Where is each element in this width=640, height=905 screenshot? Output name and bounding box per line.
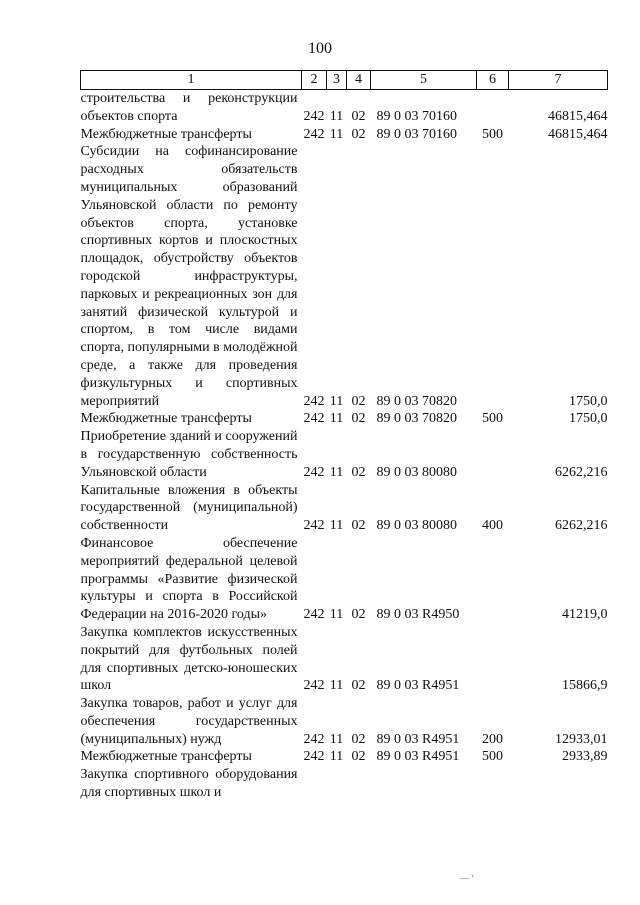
- row-description: Закупка комплектов искусственных покрытий для футбольных полей для спортивных детско-юношеских школ: [80, 624, 298, 694]
- row-section-code: 11: [329, 749, 344, 765]
- row-target-article: 89 0 03 80080: [376, 464, 457, 480]
- column-header: 5: [371, 71, 477, 90]
- row-expense-type: [477, 90, 509, 126]
- scan-artifact-mark: — ‘: [460, 873, 475, 883]
- row-amount: 1750,0: [569, 411, 608, 427]
- row-subsection-code: 02: [351, 607, 366, 623]
- row-description: Субсидии на софинансирование расходных обязательств муниципальных образований Ульяновской области по ремонту объектов спорта, установке спортивных кортов и плоскостных площадок, обустройству объектов городской инфраструктуры, парковых и рекреационных зон для занятий физической культурой и спортом, в том числе видами спорта, популярными в молодёжной среде, а также для проведения физкультурных и спортивных мероприятий: [80, 144, 298, 409]
- budget-table: [80, 70, 608, 802]
- column-header: 2: [302, 71, 327, 90]
- row-target-article: 89 0 03 R4951: [376, 678, 460, 694]
- column-header: 6: [477, 71, 509, 90]
- row-expense-type: [477, 428, 509, 481]
- row-section-code: 11: [329, 464, 344, 480]
- row-amount: 15866,9: [562, 678, 608, 694]
- row-section-code: 11: [329, 108, 344, 124]
- row-description: строительства и реконструкции объектов спорта: [80, 91, 298, 124]
- row-section-code: 11: [329, 678, 344, 694]
- row-subsection-code: 02: [351, 126, 366, 142]
- row-ministry-code: 242: [303, 108, 325, 124]
- row-subsection-code: 02: [351, 393, 366, 409]
- row-section-code: 11: [329, 126, 344, 142]
- row-amount: 41219,0: [562, 607, 608, 623]
- row-amount: 12933,01: [555, 731, 608, 747]
- row-subsection-code: [347, 766, 371, 802]
- table-row: [81, 143, 608, 410]
- row-description: Межбюджетные трансферты: [80, 749, 252, 765]
- row-expense-type: [477, 624, 509, 695]
- page-number: 100: [308, 40, 332, 57]
- table-row: [81, 428, 608, 481]
- row-section-code: 11: [329, 607, 344, 623]
- row-description: Финансовое обеспечение мероприятий федеральной целевой программы «Развитие физической культуры и спорта в Российской Федерации на 2016-2020 годы»: [80, 535, 298, 623]
- row-amount: 46815,464: [548, 108, 608, 124]
- row-expense-type: [477, 535, 509, 624]
- row-target-article: 89 0 03 70160: [376, 108, 457, 124]
- row-subsection-code: 02: [351, 749, 366, 765]
- row-expense-type: 500: [482, 126, 503, 142]
- row-ministry-code: 242: [303, 678, 325, 694]
- row-description: Приобретение зданий и сооружений в государственную собственность Ульяновской области: [80, 429, 298, 480]
- row-amount: 6262,216: [555, 518, 608, 534]
- row-ministry-code: 242: [303, 749, 325, 765]
- row-ministry-code: 242: [303, 464, 325, 480]
- row-amount: 2933,89: [562, 749, 608, 765]
- row-ministry-code: 242: [303, 411, 325, 427]
- table-row: [81, 748, 608, 766]
- table-row: [81, 766, 608, 802]
- row-ministry-code: [302, 766, 327, 802]
- row-ministry-code: 242: [303, 731, 325, 747]
- table-row: [81, 624, 608, 695]
- row-section-code: 11: [329, 518, 344, 534]
- row-description: Межбюджетные трансферты: [80, 126, 252, 142]
- row-description: Межбюджетные трансферты: [80, 411, 252, 427]
- row-ministry-code: 242: [303, 518, 325, 534]
- row-target-article: 89 0 03 70820: [376, 411, 457, 427]
- row-expense-type: [477, 766, 509, 802]
- row-amount: [509, 766, 608, 802]
- row-amount: 46815,464: [548, 126, 608, 142]
- table-row: [81, 482, 608, 535]
- row-expense-type: 400: [482, 518, 503, 534]
- row-description: Капитальные вложения в объекты государственной (муниципальной) собственности: [80, 482, 298, 534]
- table-row: [81, 410, 608, 428]
- row-subsection-code: 02: [351, 464, 366, 480]
- row-description: Закупка спортивного оборудования для спортивных школ и: [80, 767, 298, 801]
- row-target-article: 89 0 03 70160: [376, 126, 457, 142]
- row-section-code: [327, 766, 347, 802]
- row-target-article: 89 0 03 80080: [376, 518, 457, 534]
- table-row: [81, 535, 608, 624]
- table-row: [81, 90, 608, 126]
- row-target-article: 89 0 03 R4951: [376, 731, 460, 747]
- row-subsection-code: 02: [351, 108, 366, 124]
- column-header: 7: [509, 71, 608, 90]
- row-expense-type: [477, 143, 509, 410]
- row-target-article: [371, 766, 477, 802]
- row-description: Закупка товаров, работ и услуг для обеспечения государственных (муниципальных) нужд: [80, 696, 298, 747]
- row-expense-type: 500: [482, 749, 503, 765]
- row-section-code: 11: [329, 393, 344, 409]
- row-amount: 1750,0: [569, 393, 608, 409]
- column-header-row: [81, 71, 608, 90]
- row-target-article: 89 0 03 R4950: [376, 607, 460, 623]
- row-ministry-code: 242: [303, 607, 325, 623]
- row-subsection-code: 02: [351, 678, 366, 694]
- column-header: 4: [347, 71, 371, 90]
- row-ministry-code: 242: [303, 126, 325, 142]
- table-row: [81, 126, 608, 144]
- column-header: 3: [327, 71, 347, 90]
- row-section-code: 11: [329, 411, 344, 427]
- row-subsection-code: 02: [351, 411, 366, 427]
- column-header: 1: [81, 71, 302, 90]
- row-subsection-code: 02: [351, 731, 366, 747]
- row-target-article: 89 0 03 R4951: [376, 749, 460, 765]
- row-subsection-code: 02: [351, 518, 366, 534]
- row-expense-type: 500: [482, 411, 503, 427]
- row-section-code: 11: [329, 731, 344, 747]
- row-target-article: 89 0 03 70820: [376, 393, 457, 409]
- table-row: [81, 695, 608, 748]
- row-expense-type: 200: [482, 731, 503, 747]
- row-amount: 6262,216: [555, 464, 608, 480]
- row-ministry-code: 242: [303, 393, 325, 409]
